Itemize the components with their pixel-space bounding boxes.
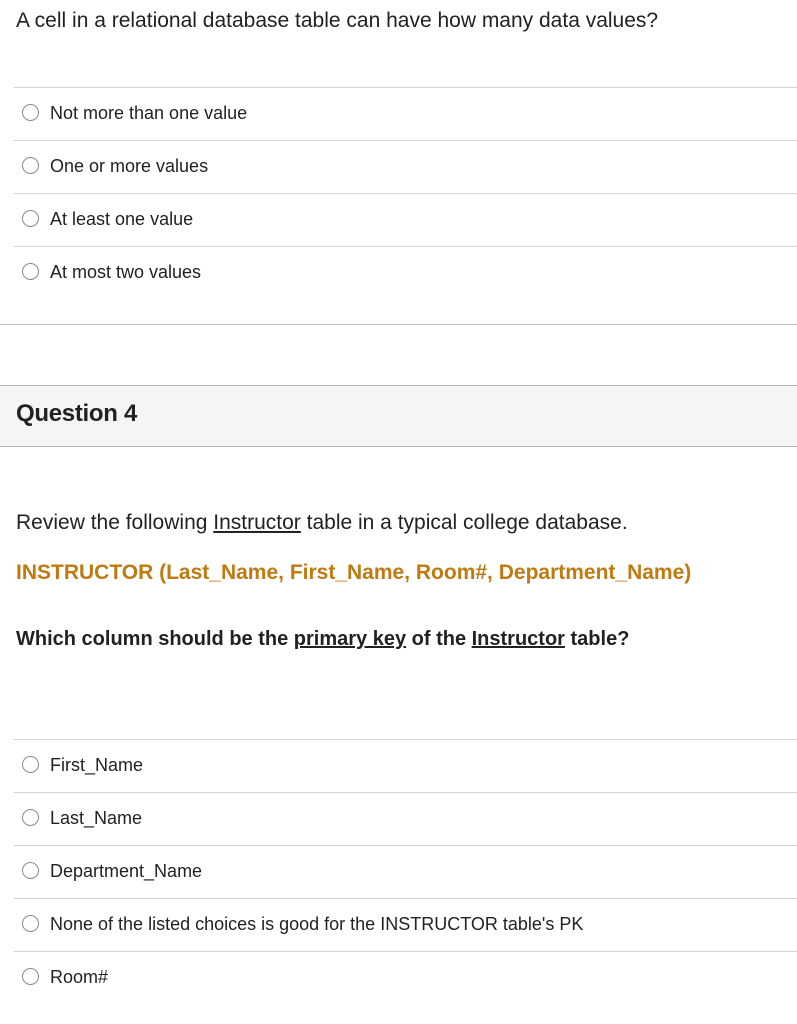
answer-label: Not more than one value xyxy=(50,103,248,123)
answer-option[interactable] xyxy=(14,246,797,299)
answer-option[interactable] xyxy=(14,951,797,1004)
answer-option[interactable] xyxy=(14,193,797,246)
table-schema: INSTRUCTOR (Last_Name, First_Name, Room#, Department_Name) xyxy=(16,561,692,584)
answer-label: At most two values xyxy=(50,262,202,282)
answer-option[interactable] xyxy=(14,845,797,898)
question-title: Question 4 xyxy=(16,400,138,427)
answer-label: None of the listed choices is good for the INSTRUCTOR table's PK xyxy=(50,914,584,934)
radio-button[interactable] xyxy=(22,968,39,985)
answer-label: Department_Name xyxy=(50,861,203,881)
intro-text: table in a typical college database. xyxy=(300,511,628,534)
radio-button[interactable] xyxy=(22,104,39,121)
question-divider xyxy=(0,324,797,325)
question-text: A cell in a relational database table can have how many data values? xyxy=(16,9,659,32)
radio-button[interactable] xyxy=(22,157,39,174)
radio-button[interactable] xyxy=(22,756,39,773)
answer-label: At least one value xyxy=(50,209,194,229)
question-prompt xyxy=(16,624,629,654)
question-intro xyxy=(16,508,628,538)
answer-option[interactable] xyxy=(14,739,797,792)
answer-option[interactable] xyxy=(14,898,797,951)
answer-option[interactable] xyxy=(14,87,797,140)
prompt-text: table? xyxy=(564,628,630,650)
radio-button[interactable] xyxy=(22,809,39,826)
prompt-text: Which column should be the xyxy=(16,628,294,650)
radio-button[interactable] xyxy=(22,915,39,932)
answer-option[interactable] xyxy=(14,140,797,193)
radio-button[interactable] xyxy=(22,862,39,879)
prompt-text: of the xyxy=(406,628,472,650)
radio-button[interactable] xyxy=(22,263,39,280)
intro-text: Review the following xyxy=(16,511,214,534)
primary-key-term: primary key xyxy=(293,628,407,650)
radio-button[interactable] xyxy=(22,210,39,227)
answer-label: First_Name xyxy=(50,755,144,775)
answer-list xyxy=(14,739,797,1004)
answer-label: Last_Name xyxy=(50,808,143,828)
answer-label: Room# xyxy=(50,967,109,987)
instructor-link: Instructor xyxy=(213,511,301,534)
instructor-term: Instructor xyxy=(471,628,565,650)
question-header xyxy=(0,385,797,447)
answer-label: One or more values xyxy=(50,156,209,176)
answer-list xyxy=(14,87,797,299)
answer-option[interactable] xyxy=(14,792,797,845)
